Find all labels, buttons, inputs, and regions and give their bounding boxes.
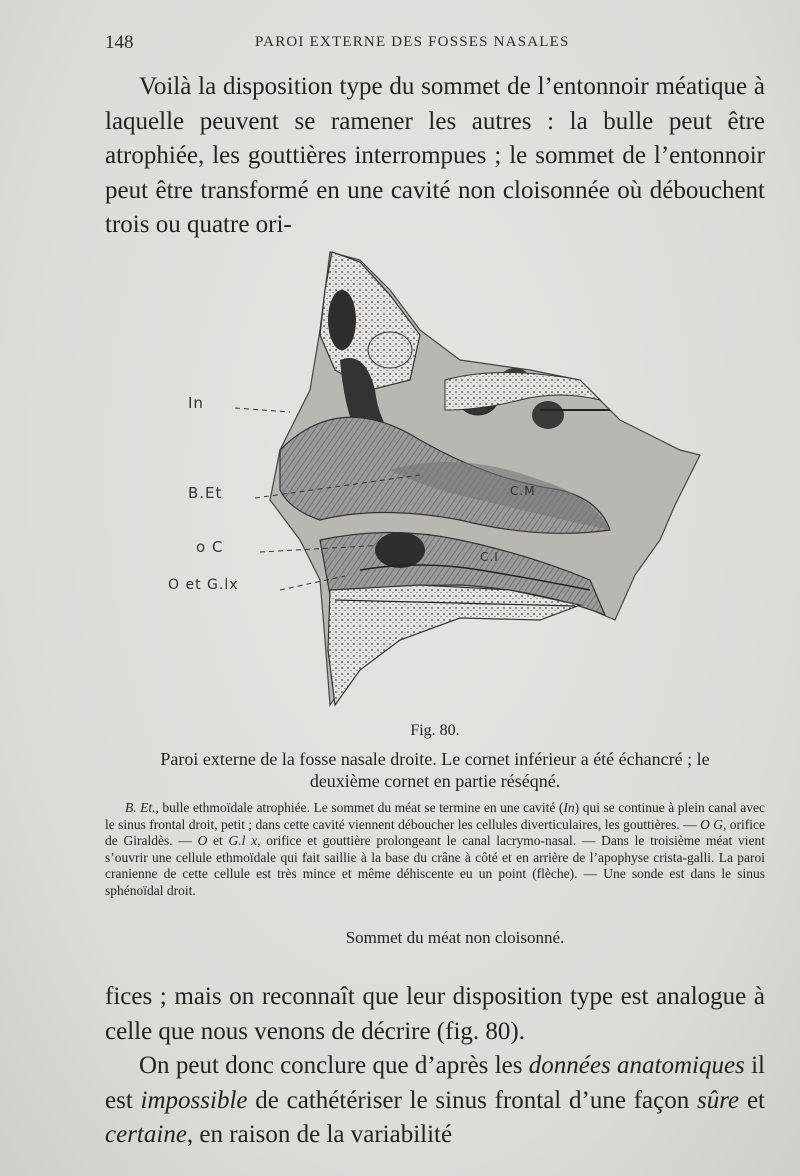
figure-legend: B. Et., bulle ethmoïdale atrophiée. Le sommet du méat se termine en une cavité (In) qui se continue à plein canal avec le sinus frontal droit, petit ; dans cette cavité viennent déboucher les cellules diverticulaires, les gouttières. — O G, orifice de Giraldès. — O et G.l x, orifice et gouttière prolongeant le canal lacrymo-nasal. — Dans le troisième méat vient s’ouvrir une cellule ethmoïdale qui fait saillie à la base du crâne à côté et en arrière de l’apophyse crista-galli. La paroi cranienne de cette cellule est très mince et même déhiscente eu un point (flèche). — Une sonde est dans le sinus sphénoïdal droit. [105,800,765,898]
figure-number: Fig. 80. [410,722,460,739]
figure-caption: Paroi externe de la fosse nasale droite. Le cornet inférieur a été échancré ; le deuxième cornet en partie réséqné. [160,749,710,791]
label-bet: B.Et [188,484,223,502]
running-head: PAROI EXTERNE DES FOSSES NASALES [255,34,570,50]
label-cm: C.M [510,484,536,498]
paragraph-continuation: fices ; mais on reconnaît que leur disposition type est analogue à celle que nous venons de décrire (fig. 80). [105,983,765,1045]
paragraph-text: On peut donc conclure que d’après les données anatomiques il est impossible de cathétériser le sinus frontal d’une façon sûre et certaine, en raison de la variabilité [105,1052,765,1148]
label-ci: C.I [480,550,499,564]
anatomical-illustration [160,240,720,715]
page-header [105,32,765,56]
figure-subtitle: Sommet du méat non cloisonné. [345,928,565,947]
label-oc: o C [196,538,224,556]
abbr-bet: B. Et. [125,800,156,815]
label-in: In [188,394,204,412]
illustration-drawing [160,240,720,715]
page-number: 148 [105,32,134,53]
body-paragraph-top [105,70,765,243]
label-ogl: O et G.lx [168,577,239,593]
body-paragraph-bottom [105,980,765,1153]
paragraph-text: Voilà la disposition type du sommet de l’entonnoir méatique à laquelle peuvent se ramener les autres : la bulle peut être atrophiée, les gouttières interrompues ; le sommet de l’entonnoir peut être transformé en une cavité non cloisonnée où débouchent trois ou quatre ori- [105,73,765,238]
